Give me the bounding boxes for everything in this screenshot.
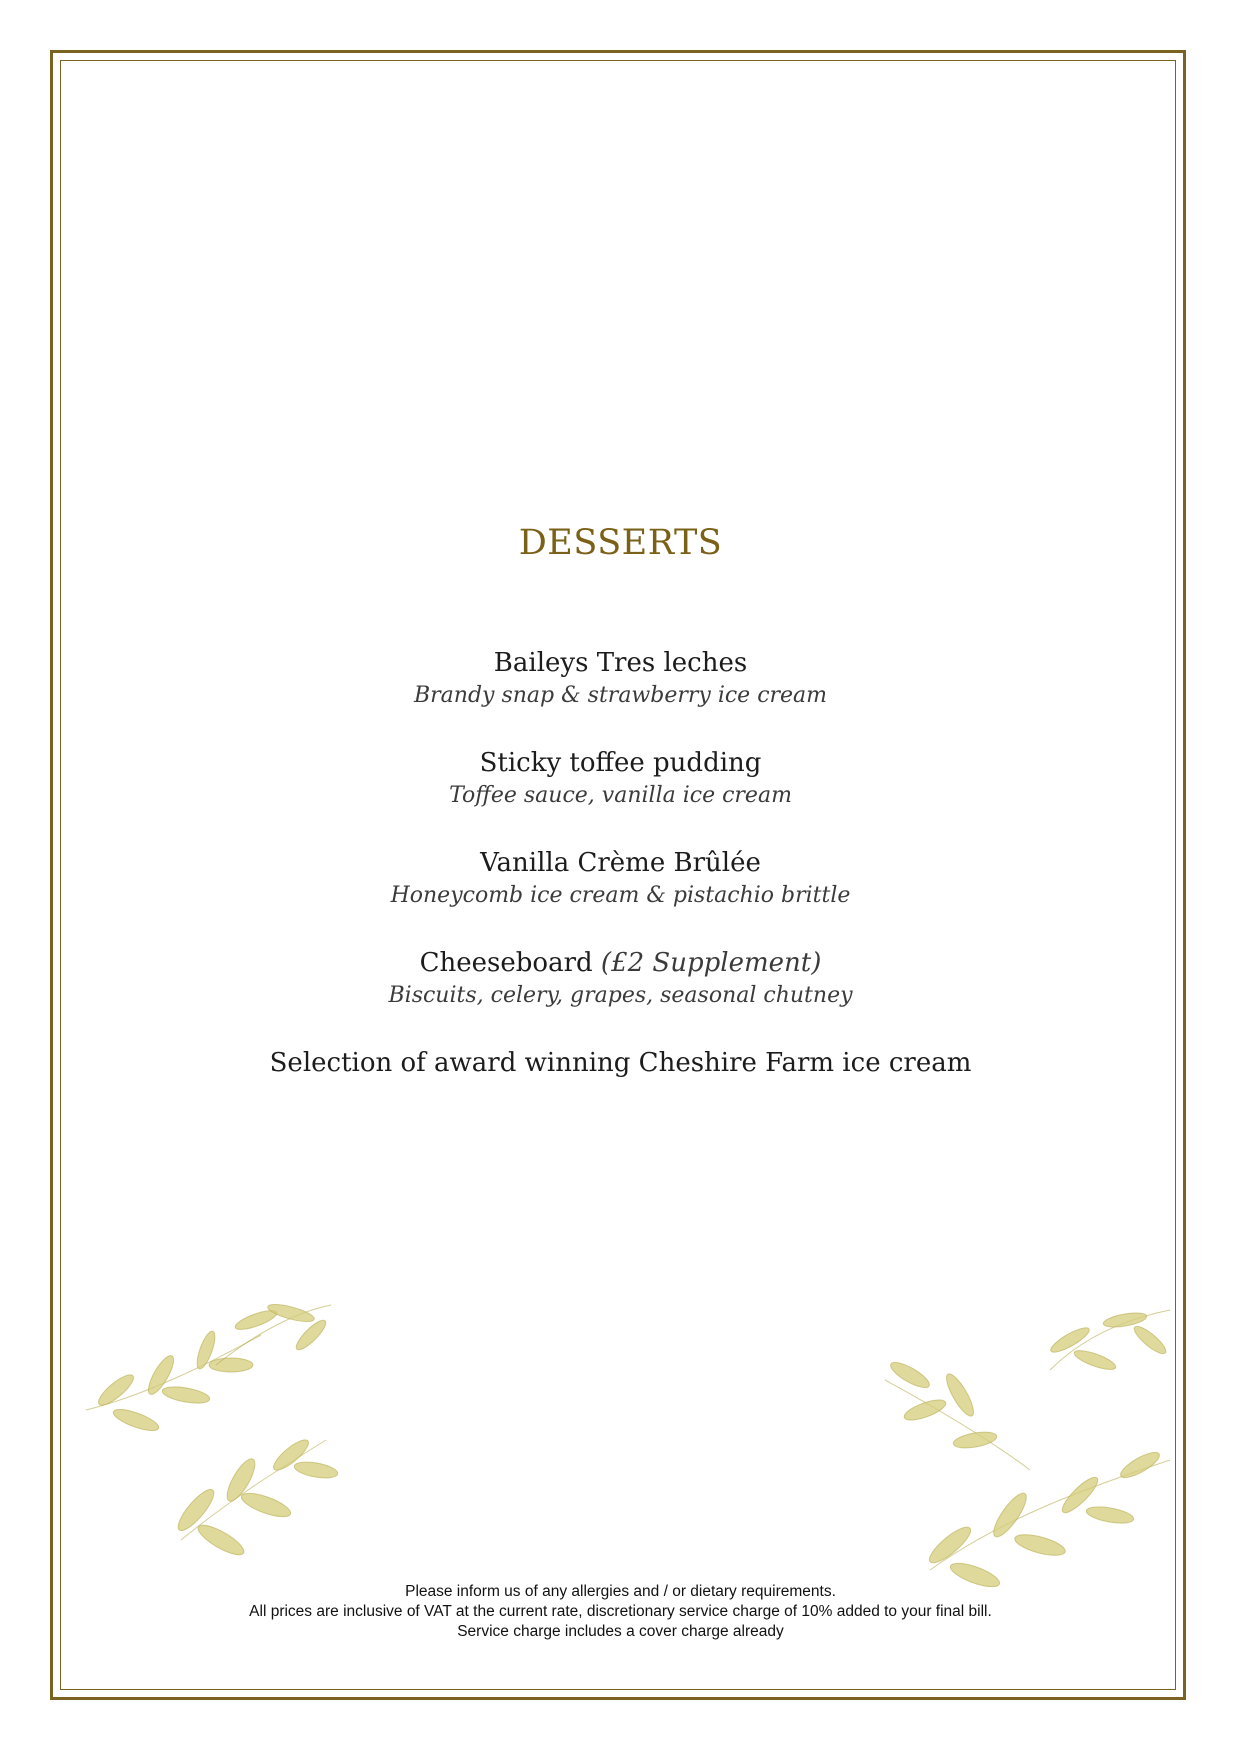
- menu-item-description: Brandy snap & strawberry ice cream: [413, 683, 828, 708]
- menu-item-name: Selection of award winning Cheshire Farm ice cream: [269, 1048, 972, 1078]
- footer-notes: [0, 1582, 1241, 1642]
- menu-item-name: Cheeseboard: [419, 948, 593, 978]
- dessert-list: [0, 646, 1241, 1114]
- menu-item-description: Toffee sauce, vanilla ice cream: [449, 783, 792, 808]
- menu-item-name: Vanilla Crème Brûlée: [480, 848, 761, 878]
- menu-item: [0, 846, 1241, 912]
- menu-title: DESSERTS: [518, 523, 723, 563]
- menu-item: [0, 1046, 1241, 1080]
- menu-item: [0, 946, 1241, 1012]
- menu-item: [0, 746, 1241, 812]
- menu-item: [0, 646, 1241, 712]
- menu-item-name: Sticky toffee pudding: [479, 748, 762, 778]
- menu-item-description: Biscuits, celery, grapes, seasonal chutney: [388, 983, 853, 1008]
- olive-branch-icon: [66, 1295, 396, 1575]
- olive-branch-icon: [880, 1300, 1180, 1600]
- allergy-note: Please inform us of any allergies and / or dietary requirements.: [405, 1583, 836, 1600]
- supplement-note: (£2 Supplement): [600, 948, 822, 978]
- menu-item-description: Honeycomb ice cream & pistachio brittle: [390, 883, 851, 908]
- service-charge-note: Service charge includes a cover charge already: [457, 1623, 784, 1640]
- vat-note: All prices are inclusive of VAT at the current rate, discretionary service charge of 10% added to your final bill.: [249, 1603, 992, 1620]
- menu-item-name: Baileys Tres leches: [493, 648, 748, 678]
- menu-item-name-row: [0, 946, 1241, 980]
